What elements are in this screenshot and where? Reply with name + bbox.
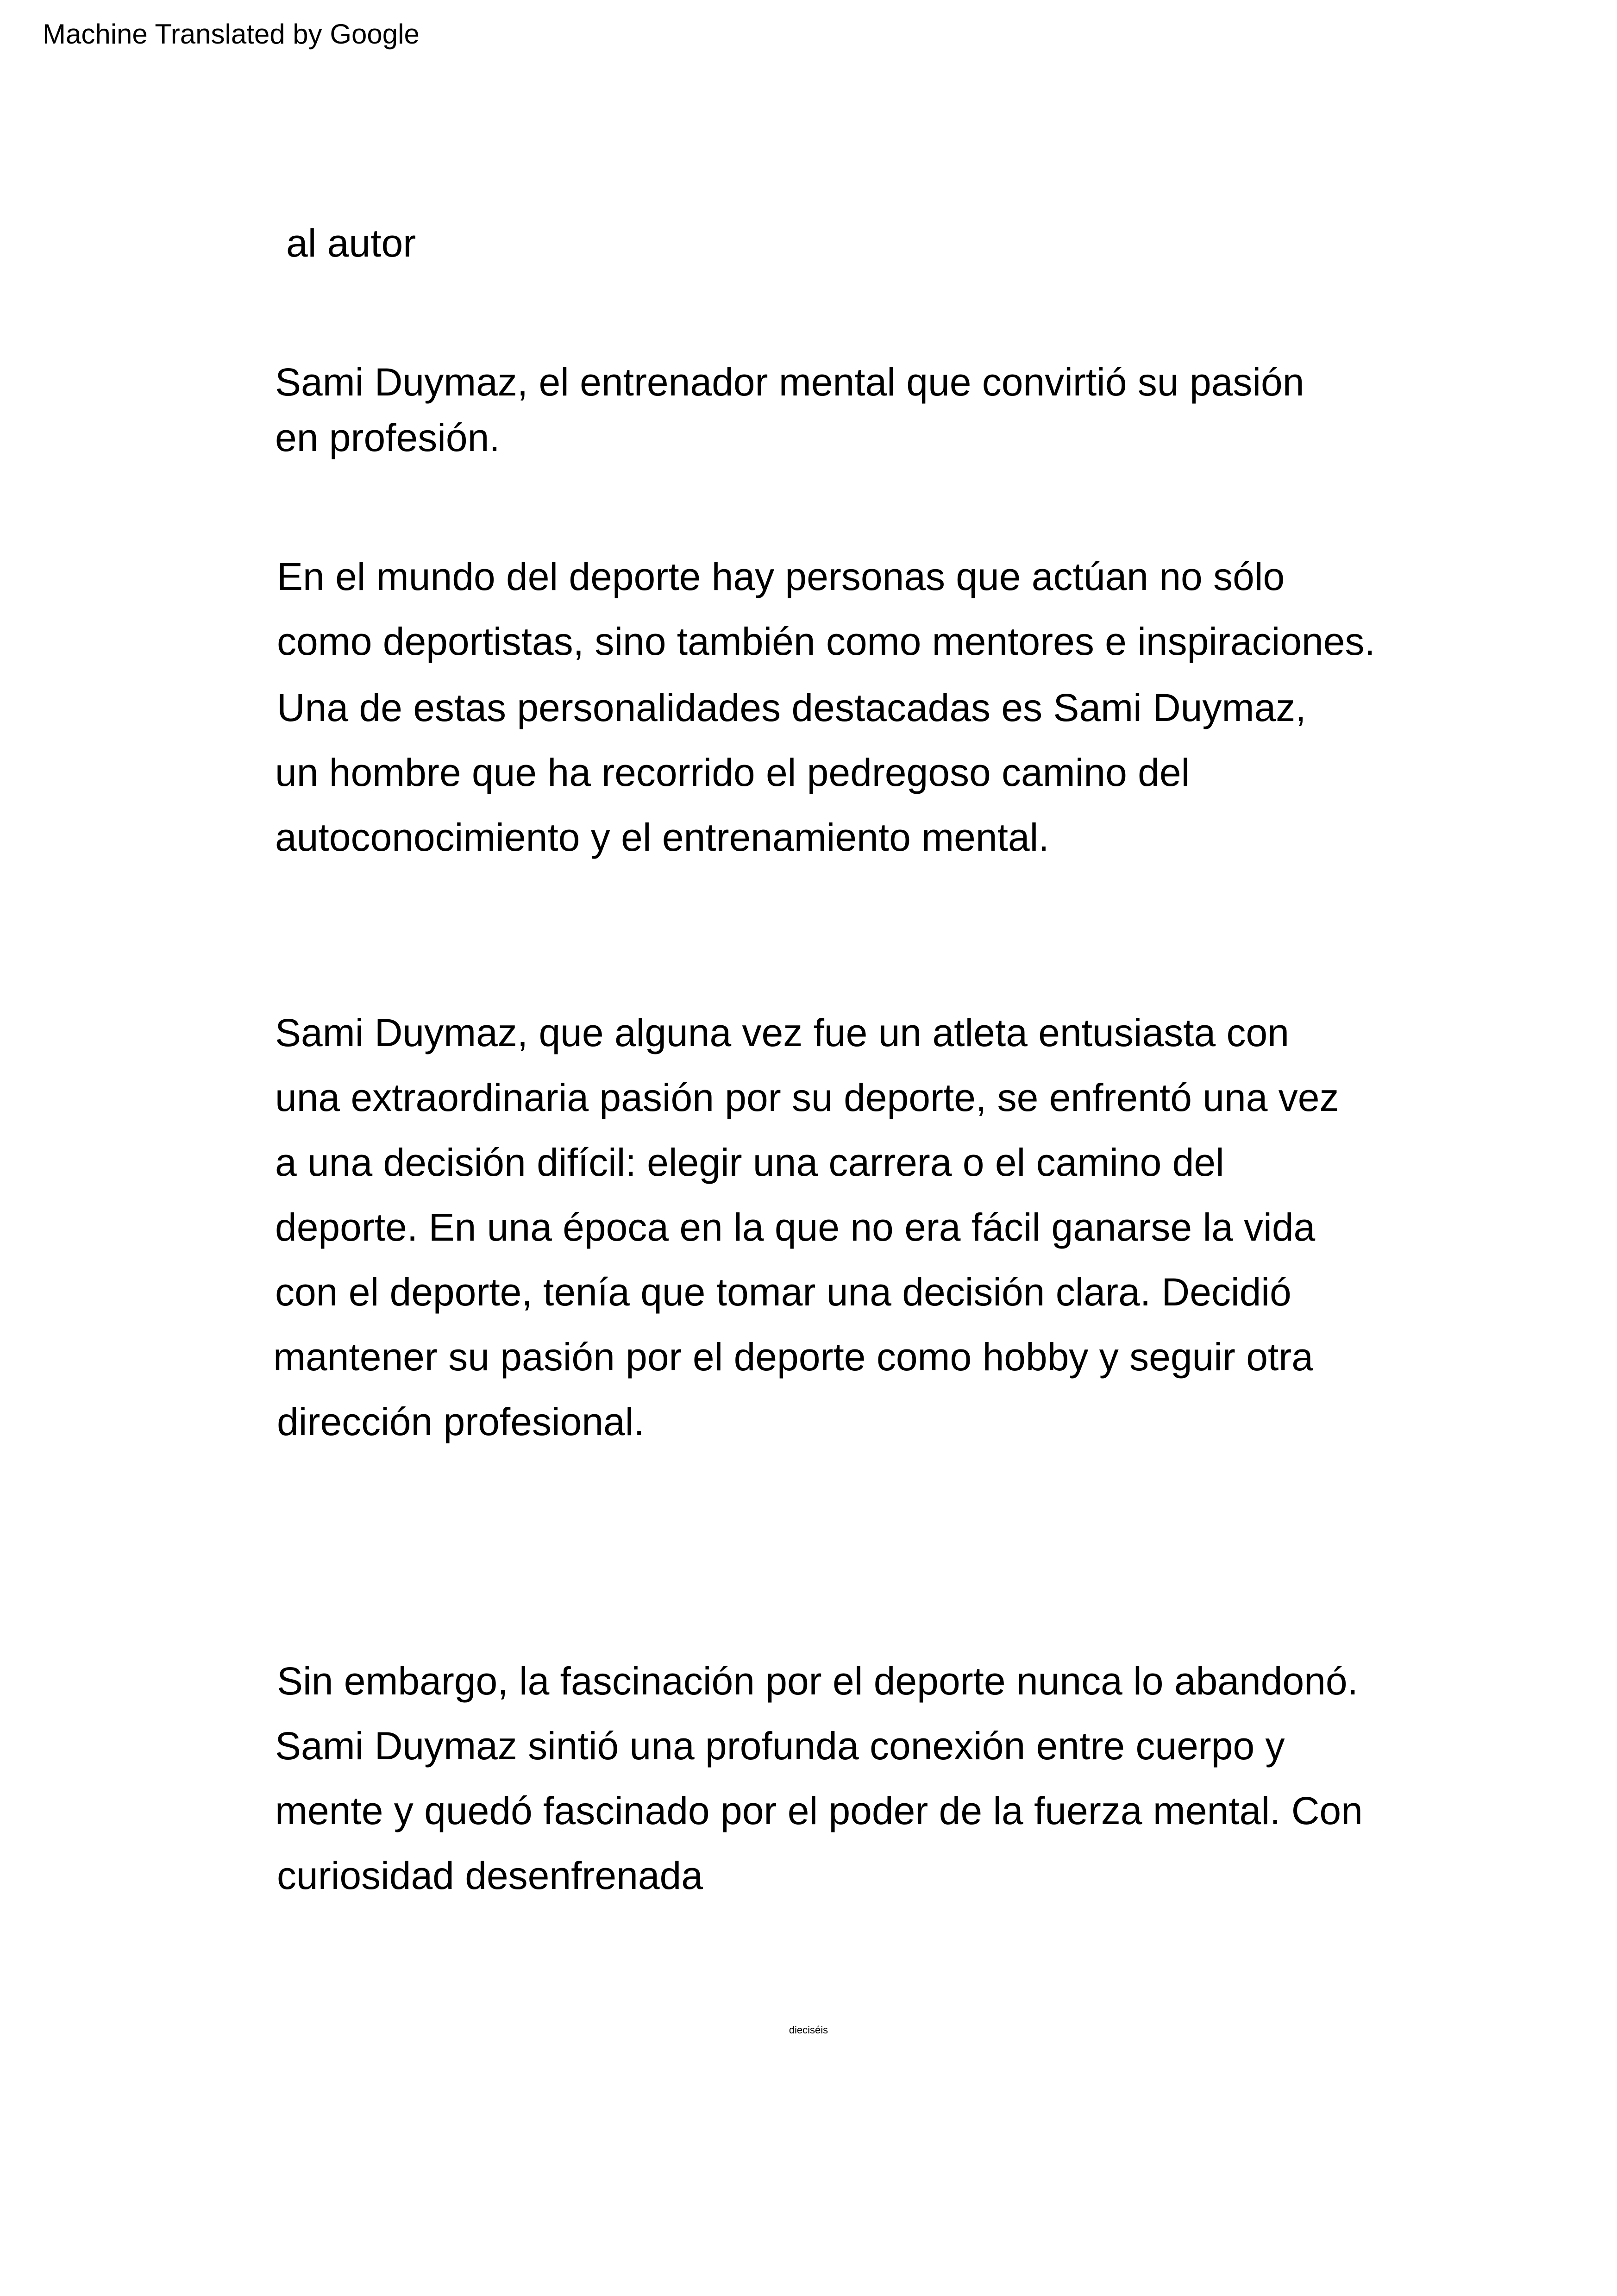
paragraph-line: dirección profesional. bbox=[277, 1400, 645, 1443]
paragraph-line: con el deporte, tenía que tomar una decisión clara. Decidió bbox=[275, 1270, 1291, 1314]
paragraph-line: como deportistas, sino también como mentores e inspiraciones. bbox=[277, 620, 1375, 663]
paragraph-line: Sin embargo, la fascinación por el deporte nunca lo abandonó. bbox=[277, 1659, 1358, 1703]
paragraph-line: una extraordinaria pasión por su deporte, se enfrentó una vez bbox=[275, 1076, 1339, 1119]
machine-translation-banner: Machine Translated by Google bbox=[43, 19, 420, 50]
paragraph-line: mente y quedó fascinado por el poder de la fuerza mental. Con bbox=[275, 1789, 1363, 1832]
paragraph-line: Sami Duymaz, que alguna vez fue un atleta entusiasta con bbox=[275, 1011, 1289, 1054]
subtitle-line: en profesión. bbox=[275, 416, 500, 459]
page-number: dieciséis bbox=[789, 2024, 828, 2036]
paragraph-line: curiosidad desenfrenada bbox=[277, 1854, 703, 1897]
paragraph-line: un hombre que ha recorrido el pedregoso camino del bbox=[275, 751, 1190, 794]
paragraph-line: autoconocimiento y el entrenamiento mental. bbox=[275, 816, 1049, 859]
subtitle-line: Sami Duymaz, el entrenador mental que convirtió su pasión bbox=[275, 360, 1304, 404]
paragraph-line: En el mundo del deporte hay personas que actúan no sólo bbox=[277, 555, 1285, 598]
paragraph-line: mantener su pasión por el deporte como hobby y seguir otra bbox=[273, 1335, 1313, 1379]
paragraph-line: a una decisión difícil: elegir una carrera o el camino del bbox=[275, 1141, 1224, 1184]
paragraph-line: Una de estas personalidades destacadas es Sami Duymaz, bbox=[277, 686, 1306, 729]
paragraph-line: Sami Duymaz sintió una profunda conexión entre cuerpo y bbox=[275, 1724, 1285, 1768]
paragraph-line: deporte. En una época en la que no era fácil ganarse la vida bbox=[275, 1205, 1316, 1249]
page-heading: al autor bbox=[286, 221, 416, 265]
